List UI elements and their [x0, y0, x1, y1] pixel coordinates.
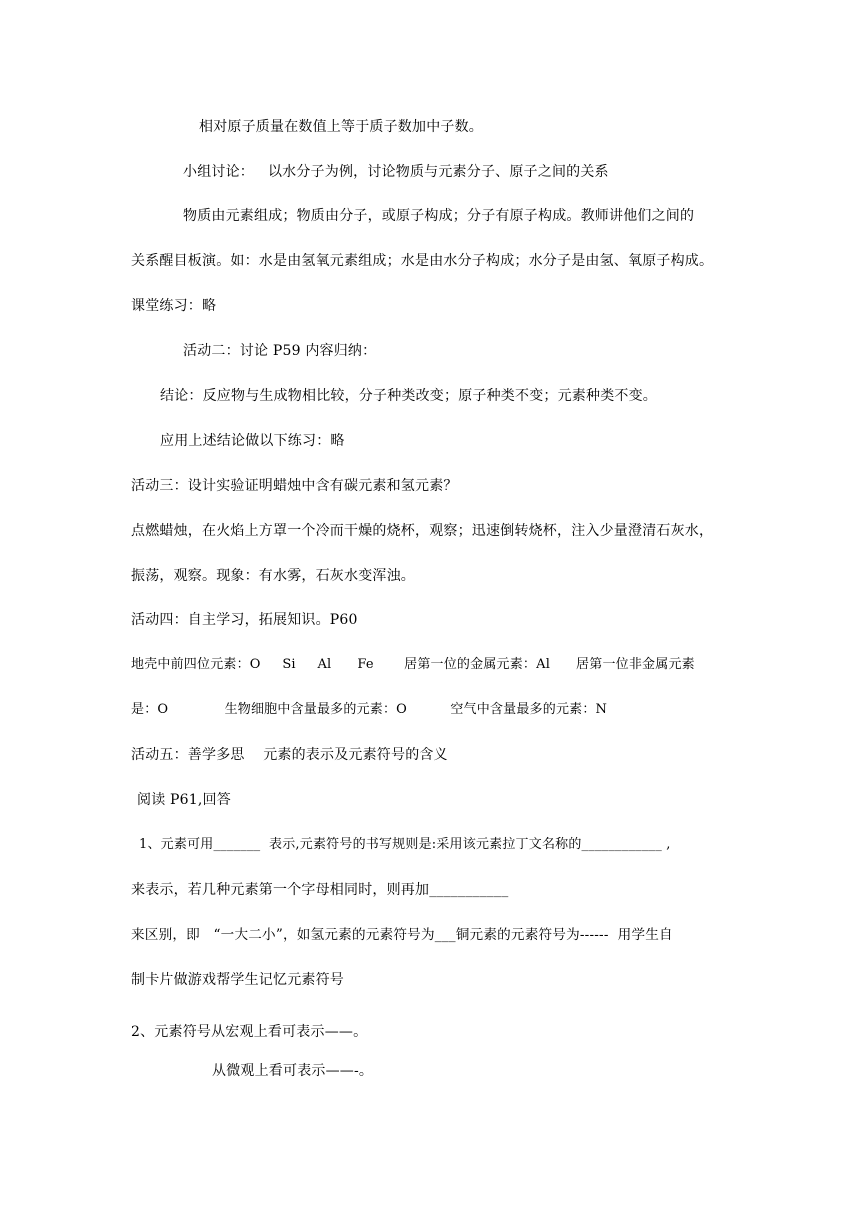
text-line: 是：O 生物细胞中含量最多的元素：O 空气中含量最多的元素：N: [131, 702, 608, 717]
text-line: 制卡片做游戏帮学生记忆元素符号: [131, 972, 344, 988]
text-line: 1、元素可用_______ 表示,元素符号的书写规则是:采用该元素拉丁文名称的____________ ,: [139, 837, 671, 852]
text-line: 物质由元素组成；物质由分子，或原子构成；分子有原子构成。教师讲他们之间的: [183, 208, 695, 224]
text-line: 关系醒目板演。如：水是由氢氧元素组成；水是由水分子构成；水分子是由氢、氧原子构成。: [131, 253, 714, 269]
text-line: 2、元素符号从宏观上看可表示——。: [131, 1024, 368, 1040]
text-line: 从微观上看可表示——-。: [212, 1063, 374, 1079]
text-line: 课堂练习：略: [131, 298, 217, 314]
text-line: 振荡，观察。现象：有水雾，石灰水变浑浊。: [131, 568, 415, 584]
text-line: 活动三：设计实验证明蜡烛中含有碳元素和氢元素？: [131, 478, 458, 494]
text-line: 应用上述结论做以下练习：略: [160, 433, 345, 449]
text-line: 阅读 P61,回答: [137, 792, 231, 808]
text-line: 点燃蜡烛，在火焰上方罩一个冷而干燥的烧杯，观察；迅速倒转烧杯，注入少量澄清石灰水，: [131, 523, 714, 539]
text-line: 小组讨论： 以水分子为例，讨论物质与元素分子、原子之间的关系: [183, 164, 609, 180]
text-line: 活动二：讨论 P59 内容归纳：: [183, 343, 377, 359]
text-line: 相对原子质量在数值上等于质子数加中子数。: [199, 119, 483, 135]
text-line: 地壳中前四位元素：O Si Al Fe 居第一位的金属元素：Al 居第一位非金属元素: [131, 657, 695, 672]
text-line: 来表示，若几种元素第一个字母相同时，则再加___________: [131, 882, 509, 898]
text-line: 来区别，即 “一大二小”，如氢元素的元素符号为___铜元素的元素符号为------ 用学生自: [131, 927, 673, 943]
text-line: 活动四：自主学习，拓展知识。P60: [131, 612, 358, 628]
text-line: 结论：反应物与生成物相比较，分子种类改变；原子种类不变；元素种类不变。: [160, 388, 657, 404]
text-line: 活动五：善学多思 元素的表示及元素符号的含义: [131, 747, 448, 763]
